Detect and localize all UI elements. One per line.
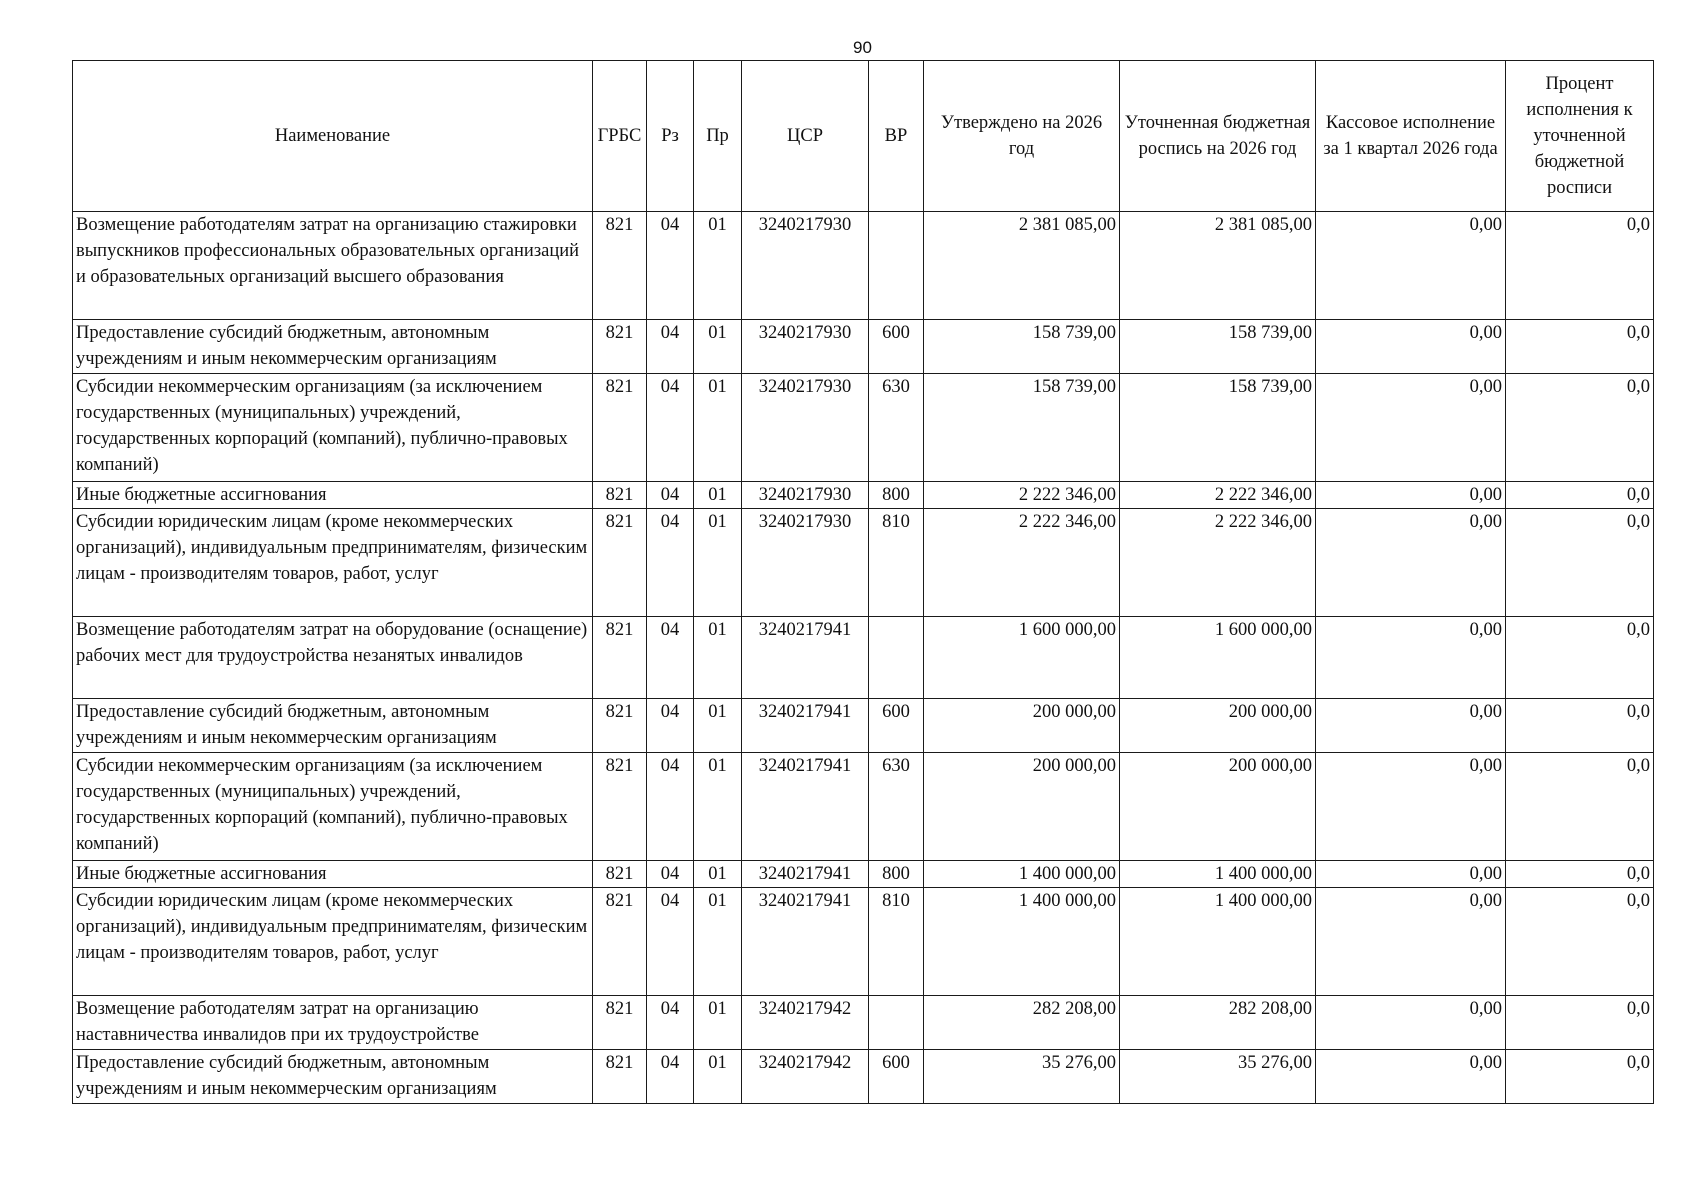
cell-csr: 3240217941 xyxy=(742,888,869,996)
cell-pr: 01 xyxy=(694,374,742,482)
cell-grbs: 821 xyxy=(593,753,647,861)
header-vr: ВР xyxy=(869,61,924,212)
header-rz: Рз xyxy=(647,61,694,212)
cell-vr xyxy=(869,212,924,320)
cell-grbs: 821 xyxy=(593,861,647,888)
cell-percent: 0,0 xyxy=(1506,374,1654,482)
cell-approved: 158 739,00 xyxy=(924,374,1120,482)
cell-refined: 2 381 085,00 xyxy=(1120,212,1316,320)
table-row xyxy=(73,996,1654,1050)
cell-csr: 3240217930 xyxy=(742,212,869,320)
header-percent: Процент исполнения к уточненной бюджетной росписи xyxy=(1506,61,1654,212)
table-row xyxy=(73,320,1654,374)
cell-csr: 3240217941 xyxy=(742,699,869,753)
cell-rz: 04 xyxy=(647,482,694,509)
header-name: Наименование xyxy=(73,61,593,212)
cell-vr xyxy=(869,617,924,699)
cell-refined: 282 208,00 xyxy=(1120,996,1316,1050)
cell-percent: 0,0 xyxy=(1506,617,1654,699)
cell-cash: 0,00 xyxy=(1316,482,1506,509)
cell-percent: 0,0 xyxy=(1506,320,1654,374)
cell-csr: 3240217930 xyxy=(742,509,869,617)
cell-name: Возмещение работодателям затрат на организацию стажировки выпускников профессиональных образовательных организаций и образовательных организаций высшего образования xyxy=(73,212,593,320)
cell-vr: 630 xyxy=(869,374,924,482)
cell-vr: 600 xyxy=(869,1050,924,1104)
cell-cash: 0,00 xyxy=(1316,888,1506,996)
cell-refined: 2 222 346,00 xyxy=(1120,509,1316,617)
cell-grbs: 821 xyxy=(593,699,647,753)
cell-grbs: 821 xyxy=(593,1050,647,1104)
cell-csr: 3240217942 xyxy=(742,996,869,1050)
cell-grbs: 821 xyxy=(593,482,647,509)
cell-name: Возмещение работодателям затрат на организацию наставничества инвалидов при их трудоустройстве xyxy=(73,996,593,1050)
table-row xyxy=(73,509,1654,617)
cell-rz: 04 xyxy=(647,374,694,482)
table-row xyxy=(73,482,1654,509)
cell-csr: 3240217941 xyxy=(742,861,869,888)
cell-grbs: 821 xyxy=(593,320,647,374)
cell-name: Предоставление субсидий бюджетным, автономным учреждениям и иным некоммерческим организациям xyxy=(73,699,593,753)
cell-approved: 2 381 085,00 xyxy=(924,212,1120,320)
cell-pr: 01 xyxy=(694,320,742,374)
cell-approved: 1 400 000,00 xyxy=(924,888,1120,996)
cell-pr: 01 xyxy=(694,996,742,1050)
cell-rz: 04 xyxy=(647,320,694,374)
cell-rz: 04 xyxy=(647,996,694,1050)
cell-pr: 01 xyxy=(694,861,742,888)
cell-csr: 3240217941 xyxy=(742,617,869,699)
cell-grbs: 821 xyxy=(593,617,647,699)
cell-refined: 35 276,00 xyxy=(1120,1050,1316,1104)
cell-rz: 04 xyxy=(647,699,694,753)
table-row xyxy=(73,699,1654,753)
cell-percent: 0,0 xyxy=(1506,482,1654,509)
cell-name: Субсидии юридическим лицам (кроме некоммерческих организаций), индивидуальным предпринимателям, физическим лицам - производителям товаров, работ, услуг xyxy=(73,509,593,617)
cell-pr: 01 xyxy=(694,699,742,753)
cell-cash: 0,00 xyxy=(1316,1050,1506,1104)
cell-name: Возмещение работодателям затрат на оборудование (оснащение) рабочих мест для трудоустройства незанятых инвалидов xyxy=(73,617,593,699)
budget-table xyxy=(72,60,1654,1104)
cell-pr: 01 xyxy=(694,617,742,699)
cell-cash: 0,00 xyxy=(1316,699,1506,753)
cell-pr: 01 xyxy=(694,888,742,996)
cell-rz: 04 xyxy=(647,753,694,861)
cell-refined: 200 000,00 xyxy=(1120,699,1316,753)
header-csr: ЦСР xyxy=(742,61,869,212)
cell-percent: 0,0 xyxy=(1506,996,1654,1050)
cell-csr: 3240217942 xyxy=(742,1050,869,1104)
cell-pr: 01 xyxy=(694,212,742,320)
cell-cash: 0,00 xyxy=(1316,320,1506,374)
cell-approved: 200 000,00 xyxy=(924,753,1120,861)
cell-refined: 1 600 000,00 xyxy=(1120,617,1316,699)
cell-percent: 0,0 xyxy=(1506,509,1654,617)
cell-pr: 01 xyxy=(694,1050,742,1104)
cell-approved: 1 400 000,00 xyxy=(924,861,1120,888)
cell-percent: 0,0 xyxy=(1506,888,1654,996)
cell-approved: 158 739,00 xyxy=(924,320,1120,374)
cell-approved: 2 222 346,00 xyxy=(924,509,1120,617)
cell-cash: 0,00 xyxy=(1316,509,1506,617)
table-row xyxy=(73,212,1654,320)
cell-name: Предоставление субсидий бюджетным, автономным учреждениям и иным некоммерческим организациям xyxy=(73,1050,593,1104)
table-row xyxy=(73,753,1654,861)
cell-rz: 04 xyxy=(647,617,694,699)
header-pr: Пр xyxy=(694,61,742,212)
cell-refined: 158 739,00 xyxy=(1120,374,1316,482)
cell-vr: 800 xyxy=(869,482,924,509)
cell-rz: 04 xyxy=(647,861,694,888)
cell-refined: 158 739,00 xyxy=(1120,320,1316,374)
header-refined: Уточненная бюджетная роспись на 2026 год xyxy=(1120,61,1316,212)
cell-percent: 0,0 xyxy=(1506,861,1654,888)
header-grbs: ГРБС xyxy=(593,61,647,212)
cell-grbs: 821 xyxy=(593,888,647,996)
cell-csr: 3240217941 xyxy=(742,753,869,861)
cell-cash: 0,00 xyxy=(1316,753,1506,861)
cell-name: Иные бюджетные ассигнования xyxy=(73,482,593,509)
table-row xyxy=(73,888,1654,996)
cell-refined: 2 222 346,00 xyxy=(1120,482,1316,509)
cell-name: Субсидии некоммерческим организациям (за исключением государственных (муниципальных) учреждений, государственных корпораций (компаний), публично-правовых компаний) xyxy=(73,753,593,861)
cell-refined: 1 400 000,00 xyxy=(1120,888,1316,996)
cell-grbs: 821 xyxy=(593,212,647,320)
cell-name: Предоставление субсидий бюджетным, автономным учреждениям и иным некоммерческим организациям xyxy=(73,320,593,374)
cell-rz: 04 xyxy=(647,212,694,320)
cell-pr: 01 xyxy=(694,482,742,509)
cell-vr: 810 xyxy=(869,888,924,996)
cell-approved: 200 000,00 xyxy=(924,699,1120,753)
cell-vr: 600 xyxy=(869,320,924,374)
cell-cash: 0,00 xyxy=(1316,861,1506,888)
cell-cash: 0,00 xyxy=(1316,212,1506,320)
cell-percent: 0,0 xyxy=(1506,212,1654,320)
cell-approved: 282 208,00 xyxy=(924,996,1120,1050)
cell-rz: 04 xyxy=(647,509,694,617)
cell-percent: 0,0 xyxy=(1506,753,1654,861)
cell-name: Иные бюджетные ассигнования xyxy=(73,861,593,888)
page-number: 90 xyxy=(853,38,872,57)
cell-vr: 810 xyxy=(869,509,924,617)
header-cash: Кассовое исполнение за 1 квартал 2026 года xyxy=(1316,61,1506,212)
cell-refined: 200 000,00 xyxy=(1120,753,1316,861)
cell-vr xyxy=(869,996,924,1050)
cell-pr: 01 xyxy=(694,509,742,617)
cell-percent: 0,0 xyxy=(1506,699,1654,753)
cell-csr: 3240217930 xyxy=(742,374,869,482)
cell-vr: 600 xyxy=(869,699,924,753)
cell-grbs: 821 xyxy=(593,509,647,617)
cell-approved: 1 600 000,00 xyxy=(924,617,1120,699)
header-row xyxy=(73,61,1654,212)
table-row xyxy=(73,861,1654,888)
cell-name: Субсидии юридическим лицам (кроме некоммерческих организаций), индивидуальным предпринимателям, физическим лицам - производителям товаров, работ, услуг xyxy=(73,888,593,996)
table-row xyxy=(73,374,1654,482)
cell-csr: 3240217930 xyxy=(742,482,869,509)
cell-rz: 04 xyxy=(647,1050,694,1104)
cell-pr: 01 xyxy=(694,753,742,861)
cell-percent: 0,0 xyxy=(1506,1050,1654,1104)
cell-approved: 35 276,00 xyxy=(924,1050,1120,1104)
cell-cash: 0,00 xyxy=(1316,996,1506,1050)
cell-cash: 0,00 xyxy=(1316,617,1506,699)
cell-grbs: 821 xyxy=(593,996,647,1050)
cell-rz: 04 xyxy=(647,888,694,996)
table-row xyxy=(73,617,1654,699)
cell-name: Субсидии некоммерческим организациям (за исключением государственных (муниципальных) учреждений, государственных корпораций (компаний), публично-правовых компаний) xyxy=(73,374,593,482)
cell-approved: 2 222 346,00 xyxy=(924,482,1120,509)
cell-vr: 630 xyxy=(869,753,924,861)
cell-refined: 1 400 000,00 xyxy=(1120,861,1316,888)
header-approved: Утверждено на 2026 год xyxy=(924,61,1120,212)
cell-vr: 800 xyxy=(869,861,924,888)
table-row xyxy=(73,1050,1654,1104)
cell-grbs: 821 xyxy=(593,374,647,482)
cell-csr: 3240217930 xyxy=(742,320,869,374)
cell-cash: 0,00 xyxy=(1316,374,1506,482)
